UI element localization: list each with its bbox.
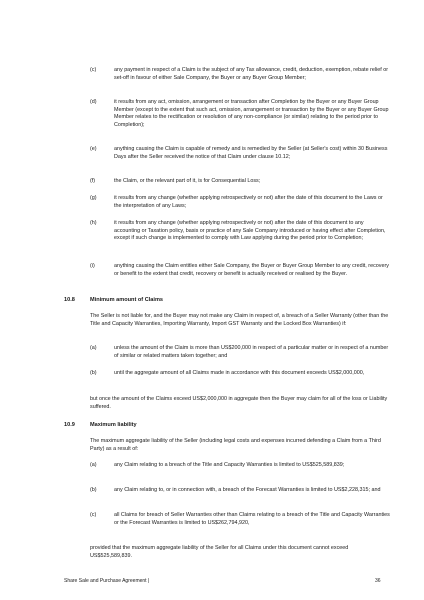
item-text: anything causing the Claim entitles either Sale Company, the Buyer or Buyer Group Member to any credit, recovery or benefit to the extent that credit, recovery or benefit is actually received or realised by the Buyer. [114, 263, 389, 277]
section-title: Maximum liability [90, 422, 137, 428]
item-label: (g) [90, 195, 97, 201]
item-label: (f) [90, 178, 96, 184]
item-label: (a) [90, 462, 97, 468]
section-intro: The maximum aggregate liability of the Seller (including legal costs and expenses incurred defending a Claim from a Third Party) as a result of: [90, 438, 381, 452]
item-text: anything causing the Claim is capable of remedy and is remedied by the Seller (at Seller's cost) within 30 Business Days after the Seller received the notice of that Claim under clause 10.12; [114, 146, 388, 160]
section-outro: but once the amount of the Claims exceed US$2,000,000 in aggregate then the Buyer may claim for all of the loss or Liability suffered. [90, 396, 388, 410]
item-label: (b) [90, 487, 97, 493]
item-text: until the aggregate amount of all Claims made in accordance with this document exceeds US$2,000,000, [114, 370, 365, 376]
item-label: (c) [90, 67, 97, 73]
section-number: 10.9 [64, 422, 75, 428]
item-label: (i) [90, 263, 95, 269]
section-intro: The Seller is not liable for, and the Buyer may not make any Claim in respect of, a breach of a Seller Warranty (other than the Title and Capacity Warranties, Importing Warranty, Import GST Warranty and the Locked Box Warranties) if: [90, 313, 389, 327]
item-text: any Claim relating to a breach of the Title and Capacity Warranties is limited to US$525,589,839; [114, 462, 345, 468]
item-label: (h) [90, 220, 97, 226]
footer-title: Share Sale and Purchase Agreement | [64, 578, 150, 584]
item-text: the Claim, or the relevant part of it, is for Consequential Loss; [114, 178, 261, 184]
item-text: all Claims for breach of Seller Warranties other than Claims relating to a breach of the Title and Capacity Warranties or the Forecast Warranties is limited to US$262,794,920, [114, 512, 390, 526]
item-label: (d) [90, 99, 97, 105]
section-outro: provided that the maximum aggregate liability of the Seller for all Claims under this document cannot exceed US$525,589,839. [90, 545, 349, 559]
section-title: Minimum amount of Claims [90, 297, 164, 303]
page-number: 36 [375, 578, 381, 584]
item-label: (c) [90, 512, 97, 518]
item-text: it results from any change (whether applying retrospectively or not) after the date of this document to any accounting or Taxation policy, basis or practice of any Sale Company introduced or having effect after Completion, except if such change is implemented to comply with Law applying during the period prior to Completion; [114, 220, 386, 242]
item-label: (a) [90, 345, 97, 351]
item-text: it results from any act, omission, arrangement or transaction after Completion by the Buyer or any Buyer Group Member (except to the extent that such act, omission, arrangement or transaction by the Buyer or any Buyer Group Member relates to the rectification or resolution of any non-compliance (or similar) relating to the period prior to Completion); [114, 99, 389, 128]
item-text: it results from any change (whether applying retrospectively or not) after the date of this document to the Laws or the interpretation of any Laws; [114, 195, 383, 209]
item-label: (e) [90, 146, 97, 152]
item-text: any payment in respect of a Claim is the subject of any Tax allowance, credit, deduction, exemption, rebate relief or set-off in favour of either Sale Company, the Buyer or any Buyer Group Member; [114, 67, 389, 81]
item-text: unless the amount of the Claim is more than US$200,000 in respect of a particular matter or in respect of a number of similar or related matters taken together; and [114, 345, 389, 359]
section-number: 10.8 [64, 297, 75, 303]
item-label: (b) [90, 370, 97, 376]
item-text: any Claim relating to, or in connection with, a breach of the Forecast Warranties is limited to US$2,228,315; and [114, 487, 381, 493]
